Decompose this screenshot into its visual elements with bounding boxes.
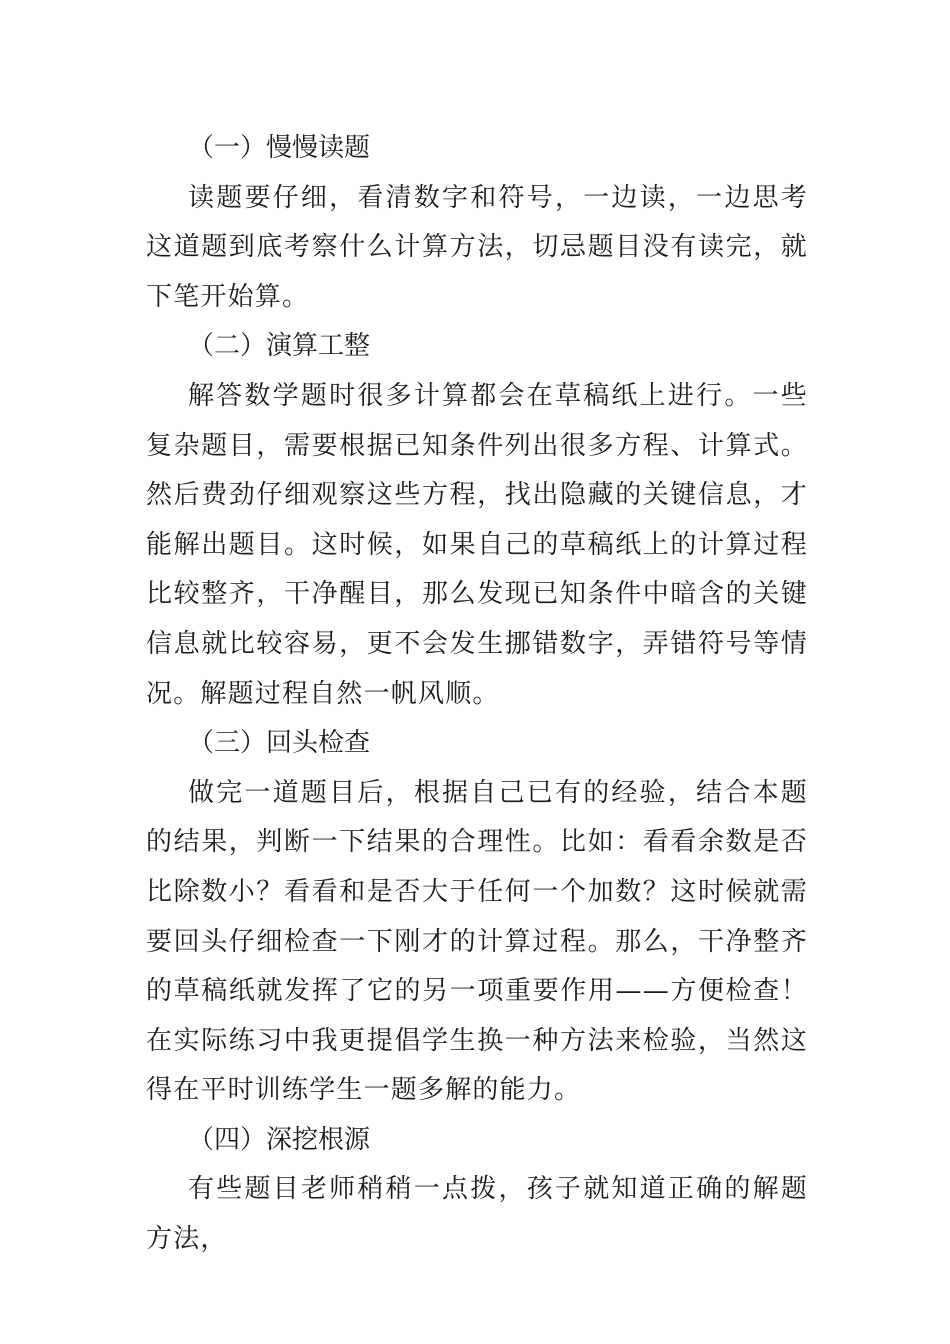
section-paragraph-2: 解答数学题时很多计算都会在草稿纸上进行。一些复杂题目，需要根据已知条件列出很多方程、计算式。然后费劲仔细观察这些方程，找出隐藏的关键信息，才能解出题目。这时候，如果自己的草稿纸上的计算过程比较整齐，干净醒目，那么发现已知条件中暗含的关键信息就比较容易，更不会发生挪错数字，弄错符号等情况。解题过程自然一帆风顺。 — [146, 380, 808, 709]
section-paragraph-4: 有些题目老师稍稍一点拨，孩子就知道正确的解题方法， — [146, 1174, 808, 1255]
section-paragraph-1: 读题要仔细，看清数字和符号，一边读，一边思考这道题到底考察什么计算方法，切忌题目没有读完，就下笔开始算。 — [146, 182, 808, 312]
document-page — [146, 124, 808, 1265]
section-paragraph-3: 做完一道题目后，根据自己已有的经验，结合本题的结果，判断一下结果的合理性。比如：看看余数是否比除数小？看看和是否大于任何一个加数？这时候就需要回头仔细检查一下刚才的计算过程。那么，干净整齐的草稿纸就发挥了它的另一项重要作用——方便检查！在实际练习中我更提倡学生换一种方法来检验，当然这得在平时训练学生一题多解的能力。 — [146, 777, 808, 1106]
section-heading-3: （三）回头检查 — [188, 728, 371, 759]
section-heading-2: （二）演算工整 — [188, 331, 371, 362]
section-heading-1: （一）慢慢读题 — [188, 133, 371, 163]
section-heading-4: （四）深挖根源 — [188, 1124, 371, 1155]
